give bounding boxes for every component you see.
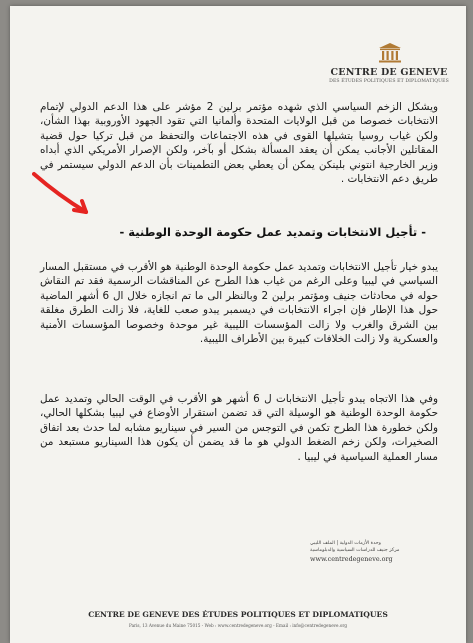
org-subtitle: DES ÉTUDES POLITIQUES ET DIPLOMATIQUES <box>329 79 449 84</box>
red-hand-drawn-arrow <box>32 166 92 218</box>
footer-unit: وحدة الأزمات الدولية | الملف الليبي <box>310 541 381 546</box>
footer-website[interactable]: www.centredegeneve.org <box>310 555 393 563</box>
org-name: CENTRE DE GENEVE <box>330 67 448 78</box>
temple-columns-icon <box>378 42 402 64</box>
paragraph-2: يبدو خيار تأجيل الانتخابات وتمديد عمل حكومة الوحدة الوطنية هو الأقرب في مستقبل المسار السياسي في ليبيا وعلى الرغم من غياب هذا الطرح عن المناقشات الرسمية فقد تم النقاش حوله في محادثات جنيف ومؤتمر برلين 2 وبالنظر الى ما تم انجازه خلال ال 6 أشهر الماضية حول هذا الإطار فإن اجراء الانتخابات في ديسمبر يبدو صعب للغاية، فلا زالت الطرق مغلقة بين الشرق والغرب ولا زالت المؤسسات الليبية غير موحدة وخصوصا المؤسسات الأمنية والعسكرية ولا زالت الخلافات كبيرة بين الأطراف الليبية. <box>40 261 439 346</box>
paragraph-1: ويشكل الزخم السياسي الذي شهده مؤتمر برلين 2 مؤشر على هذا الدعم الدولي لإتمام الانتخابات خصوصا من قبل الولايات المتحدة وألمانيا التي تقود الجهود الأوروبية بهذا الشأن، ولكن غياب روسيا بتشيلها القوى في هذه الاجتماعات والتحفظ من قبل تركيا حول قضية المقاتلين الأجانب يمكن أن يعقد المسألة بشكل أو بآخر، ولكن الإصرار الأمريكي الذي أبداه وزير الخارجية انتوني بلينكن يمكن أن يعطي بعض التطمينات بأن الدعم الدولي سيستمر في طريق دعم الانتخابات . <box>40 101 438 186</box>
section-heading: - تأجيل الانتخابات وتمديد عمل حكومة الوحدة الوطنية - <box>119 225 426 239</box>
document-page <box>10 6 466 643</box>
footer-center: مركز جنيف للدراسات السياسية والدبلوماسية <box>310 548 400 553</box>
footer-address: Paris, 13 Avenue du Maine 75015 - Web : www.centredegeneve.org - Email : info@centredegeneve.org <box>128 623 348 628</box>
paragraph-3: وفي هذا الاتجاه يبدو تأجيل الانتخابات ل 6 أشهر هو الأقرب في الوقت الحالي وتمديد عمل حكومة الوحدة الوطنية هو الوسيلة التي قد تضمن استقرار الأوضاع في ليبيا بشكلها الحالي، ولكن خطورة هذا الطرح تكمن في التوجس من السير في سيناريو مشابه لما حدث بعد اتفاق الصخيرات، ولكن زخم الضغط الدولي هو ما قد يضمن أن يكون هذا السيناريو مستبعد من مسار العملية السياسية في ليبيا . <box>40 393 438 463</box>
footer-contact-block <box>310 540 434 563</box>
footer-title: CENTRE DE GENEVE DES ÉTUDES POLITIQUES ET DIPLOMATIQUES <box>88 610 388 619</box>
